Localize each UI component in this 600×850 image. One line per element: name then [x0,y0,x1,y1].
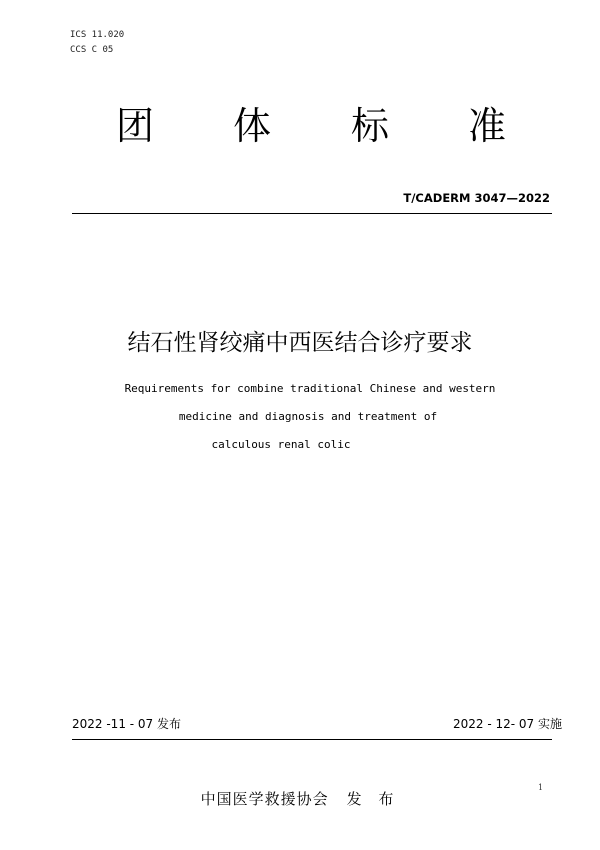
page-number: 1 [538,783,544,792]
english-title-line: calculous renal colic [211,438,351,451]
category-title-char: 准 [468,104,507,148]
english-title-line: medicine and diagnosis and treatment of [178,410,438,423]
publisher-name: 中国医学救援协会 [200,790,329,808]
english-title-line: Requirements for combine traditional Chinese and western [124,382,496,395]
category-title-char: 标 [351,104,390,148]
publisher [0,789,600,809]
ics-code: ICS 11.020 [70,30,125,40]
bottom-divider [72,739,552,740]
category-title-char: 团 [116,104,155,148]
top-divider [72,213,552,214]
issue-date: 2022 -11 - 07 发布 [72,717,181,731]
standard-number: T/CADERM 3047—2022 [403,191,550,205]
implementation-date: 2022 - 12- 07 实施 [453,717,562,731]
publisher-suffix: 发 布 [346,790,400,808]
main-title: 结石性肾绞痛中西医结合诊疗要求 [127,330,473,356]
category-title-char: 体 [233,104,272,148]
ccs-code: CCS C 05 [70,45,114,55]
